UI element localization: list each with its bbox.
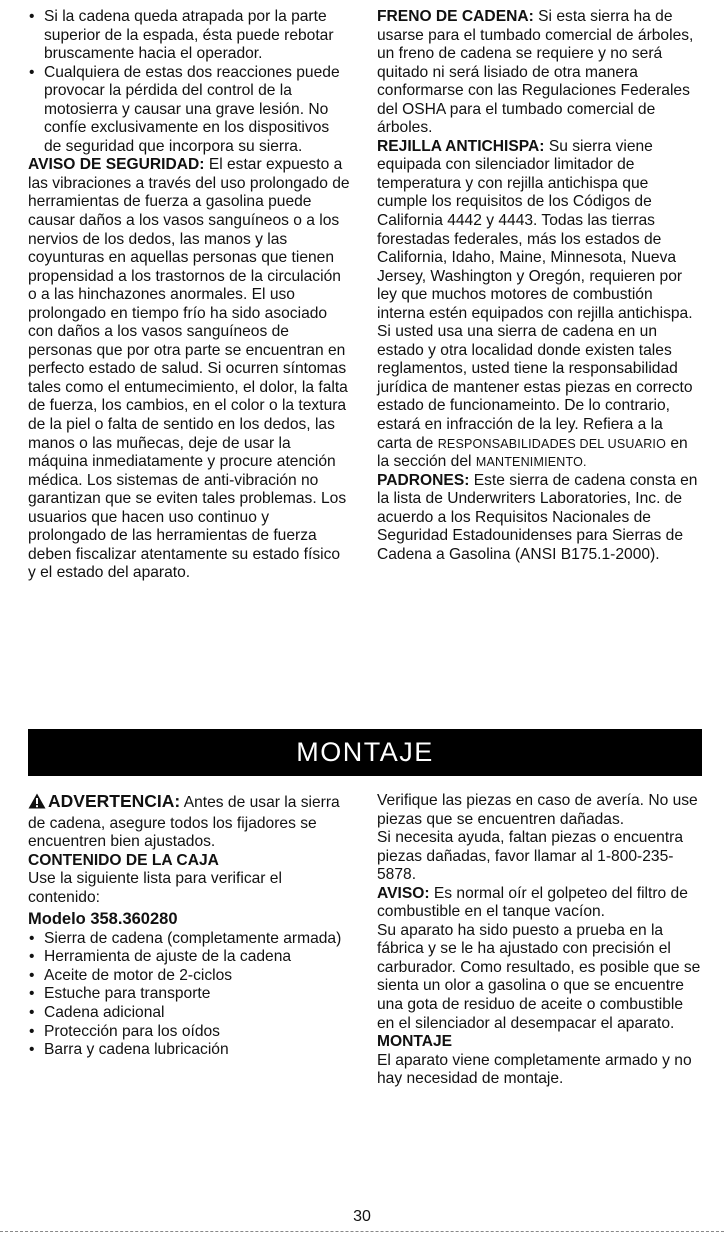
box-contents-heading: CONTENIDO DE LA CAJA (28, 851, 219, 869)
right-top-column (377, 8, 701, 564)
list-item: • Cadena adicional (28, 1004, 350, 1023)
left-bottom-column (28, 792, 350, 1060)
spark-arrestor-title: REJILLA ANTICHISPA: (377, 137, 545, 155)
chain-brake-paragraph (377, 8, 701, 138)
model-number: Modelo 358.360280 (28, 910, 178, 929)
section-title: MONTAJE (296, 737, 434, 767)
spark-arrestor-text: Su sierra viene equipada con silenciador limitador de temperatura y con rejilla antichispa que cumple los requisitos de los Códigos de California 4442 y 4443. Todas las tierras forestadas federales, más los estados de California, Idaho, Maine, Minnesota, Nueva Jersey, Washington y Oregón, requieren por ley que muchos motores de combustión interna estén equipados con rejilla antichispa. Si usted usa una sierra de cadena en un estado y otra localidad donde existen tales reglamentos, usted tiene la responsabilidad jurídica de mantener estas piezas en correcto estado de funcionameinto. De lo contrario, estará en infracción de la ley. Refiera a la carta de (377, 137, 693, 452)
warning-title: ADVERTENCIA: (48, 791, 181, 811)
help-paragraph: Si necesita ayuda, faltan piezas o encuentra piezas dañadas, favor llamar al 1-800-235-5878. (377, 829, 684, 884)
chain-brake-title: FRENO DE CADENA: (377, 8, 534, 25)
safety-notice-text: El estar expuesto a las vibraciones a través del uso prolongado de herramientas de fuerza a gasolina puede causar daños a los vasos sanguíneos o a los nervios de los dedos, las manos y las coyunturas en aquellas personas que tienen propensidad a los trastornos de la circulación o a las hinchazones anormales. El uso prolongado en tiempo frío ha sido asociado con daños a los vasos sanguíneos de personas que por otra parte se encuentran en perfecto estado de salud. Si ocurren síntomas tales como el entumecimiento, el dolor, la falta de fuerza, los cambios, en el color o la textura de la piel o falta de sentido en los dedos, las manos o las muñecas, deje de usar la máquina inmediatamente y procure atención médica. Los sistemas de anti-vibración no garantizan que se eviten tales problemas. Los usuarios que hacen uso continuo y prolongado de las herramientas de fuerza deben fiscalizar atentamente su estado físico y el estado del aparato. (28, 156, 350, 582)
kickback-bullet-list (28, 8, 350, 156)
list-item: • Aceite de motor de 2-ciclos (28, 967, 350, 986)
notice-text: Es normal oír el golpeteo del filtro de combustible en el tanque vacíon. (377, 884, 688, 921)
standards-paragraph (377, 472, 701, 565)
box-contents-intro: Use la siguiente lista para verificar el contenido: (28, 870, 282, 906)
page-number: 30 (353, 1208, 371, 1225)
right-bottom-column (377, 792, 701, 1089)
fuel-filter-notice-paragraph (377, 885, 701, 922)
list-item: • Protección para los oídos (28, 1023, 350, 1042)
list-item: • Barra y cadena lubricación (28, 1041, 350, 1060)
box-contents-list (28, 930, 350, 1060)
spark-arrestor-mid-text: en la sección del (377, 434, 688, 471)
list-item: • Sierra de cadena (completamente armada) (28, 930, 350, 949)
spark-arrestor-paragraph (377, 138, 701, 472)
assembly-text: El aparato viene completamente armado y no hay necesidad de montaje. (377, 1051, 692, 1088)
list-item: • Si la cadena queda atrapada por la parte superior de la espada, ésta puede rebotar bruscamente hacia el operador. (28, 8, 350, 64)
list-item: • Cualquiera de estas dos reacciones puede provocar la pérdida del control de la motosierra y causar una grave lesión. No confíe exclusivamente en los dispositivos de seguridad que incorpora su sierra. (28, 64, 350, 157)
left-top-column (28, 8, 350, 583)
standards-text: Este sierra de cadena consta en la lista de Underwriters Laboratories, Inc. de acuerdo a los Requisitos Nacionales de Seguridad Estadounidenses para Sierras de Cadena a Gasolina (ANSI B175.1-2000). (377, 471, 698, 563)
verify-parts-paragraph: Verifique las piezas en caso de avería. No use piezas que se encuentren dañadas. (377, 792, 698, 828)
chain-brake-text: Si esta sierra ha de usarse para el tumbado comercial de árboles, un freno de cadena se requiere y no será quitado ni será lisiado de otra manera conformarse con las Regulaciones Federales del OSHA para el tumbado comercial de árboles. (377, 8, 694, 137)
list-item: • Herramienta de ajuste de la cadena (28, 948, 350, 967)
maintenance-reference: MANTENIMIENTO. (475, 455, 587, 470)
section-banner (28, 729, 702, 776)
warning-paragraph (28, 792, 350, 852)
factory-tested-paragraph: Su aparato ha sido puesto a prueba en la fábrica y se le ha ajustado con precisión el carburador. Como resultado, es posible que se sienta un olor a gasolina o que se encuentre una gota de residuo de aceite o combustible en el silenciador al desempacar el aparato. (377, 921, 701, 1032)
warning-text: Antes de usar la sierra de cadena, asegure todos los fijadores se encuentren bien ajustados. (28, 794, 340, 851)
safety-notice-title: AVISO DE SEGURIDAD: (28, 156, 205, 174)
safety-notice-paragraph (28, 156, 350, 583)
list-item: • Estuche para transporte (28, 985, 350, 1004)
standards-title: PADRONES: (377, 471, 470, 489)
warning-triangle-icon (28, 793, 46, 815)
page-edge-divider (0, 1231, 724, 1232)
notice-title: AVISO: (377, 884, 430, 902)
user-responsibilities-reference: RESPONSABILIDADES DEL USUARIO (437, 436, 667, 451)
assembly-heading: MONTAJE (377, 1033, 453, 1051)
